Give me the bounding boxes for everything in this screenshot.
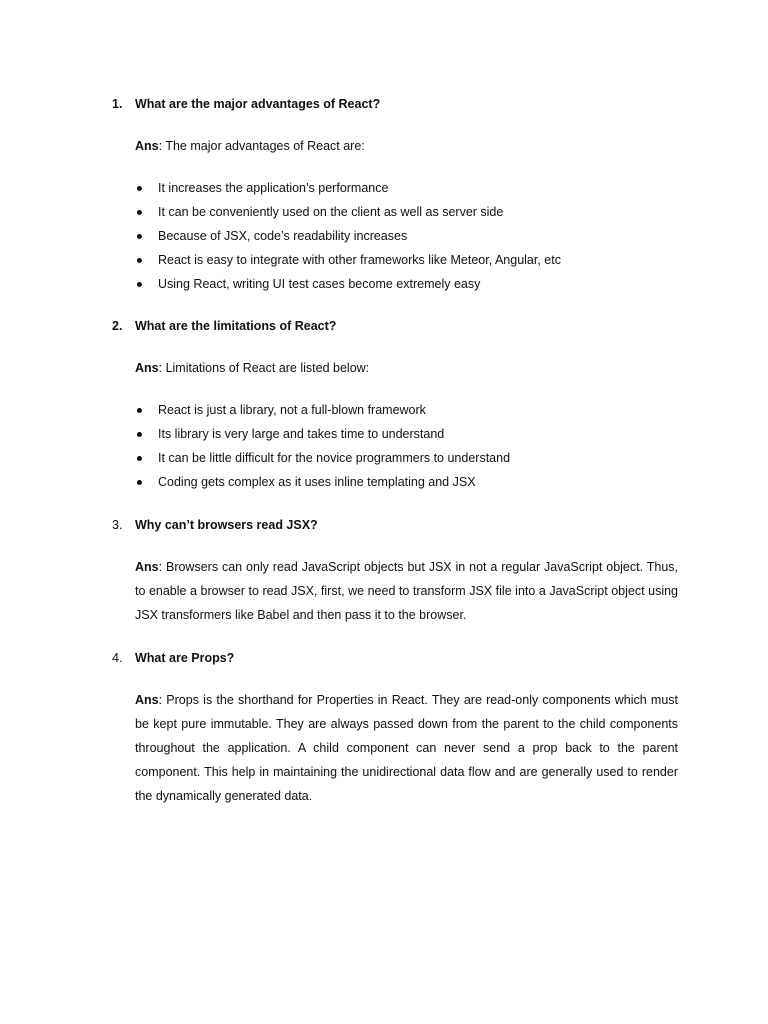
answer-label: Ans [135,361,159,375]
bullet-list-1 [135,176,695,296]
question-title: What are the limitations of React? [135,319,337,333]
bullet-icon [137,432,142,437]
list-item-text: Coding gets complex as it uses inline templating and JSX [158,475,476,489]
list-item [135,470,695,494]
answer-text: : Limitations of React are listed below: [158,361,370,375]
list-item [135,224,695,248]
list-item-text: React is just a library, not a full-blown framework [158,403,426,417]
list-item [135,398,695,422]
bullet-icon [137,456,142,461]
list-item [135,446,695,470]
list-item-text: Because of JSX, code’s readability increases [158,229,408,243]
bullet-icon [137,186,142,191]
answer-text: : Browsers can only read JavaScript objects but JSX in not a regular JavaScript object. Thus, to enable a browser to read JSX, first, we need to transform JSX file into a JavaScript object using JSX transformers like Babel and then pass it to the browser. [135,560,678,622]
answer-paragraph-3 [135,555,678,627]
question-title: Why can’t browsers read JSX? [135,518,318,532]
question-title: What are the major advantages of React? [135,97,381,111]
list-item-text: It can be conveniently used on the client as well as server side [158,205,504,219]
answer-text: : Props is the shorthand for Properties in React. They are read-only components which must be kept pure immutable. They are always passed down from the parent to the child components throughout the application. A child component can never send a prop back to the parent component. This help in maintaining the unidirectional data flow and are generally used to render the dynamically generated data. [135,693,678,803]
question-number: 2. [112,319,123,333]
question-1-heading [112,92,692,116]
list-item [135,248,695,272]
answer-label: Ans [135,139,159,153]
bullet-icon [137,282,142,287]
question-number: 4. [112,651,123,665]
answer-text: : The major advantages of React are: [158,139,365,153]
bullet-icon [137,210,142,215]
question-number: 1. [112,97,123,111]
answer-intro-1 [135,134,678,158]
question-3-heading [112,513,692,537]
question-4-heading [112,646,692,670]
question-2-heading [112,314,692,338]
question-title: What are Props? [135,651,235,665]
bullet-icon [137,234,142,239]
list-item [135,176,695,200]
list-item-text: Using React, writing UI test cases become extremely easy [158,277,481,291]
answer-label: Ans [135,693,159,707]
bullet-icon [137,408,142,413]
list-item-text: React is easy to integrate with other frameworks like Meteor, Angular, etc [158,253,561,267]
bullet-icon [137,480,142,485]
answer-intro-2 [135,356,678,380]
answer-label: Ans [135,560,159,574]
list-item-text: It can be little difficult for the novice programmers to understand [158,451,511,465]
bullet-list-2 [135,398,695,494]
answer-paragraph-4 [135,688,678,808]
list-item-text: Its library is very large and takes time to understand [158,427,445,441]
question-number: 3. [112,518,123,532]
bullet-icon [137,258,142,263]
list-item [135,422,695,446]
list-item [135,272,695,296]
list-item [135,200,695,224]
list-item-text: It increases the application’s performance [158,181,389,195]
